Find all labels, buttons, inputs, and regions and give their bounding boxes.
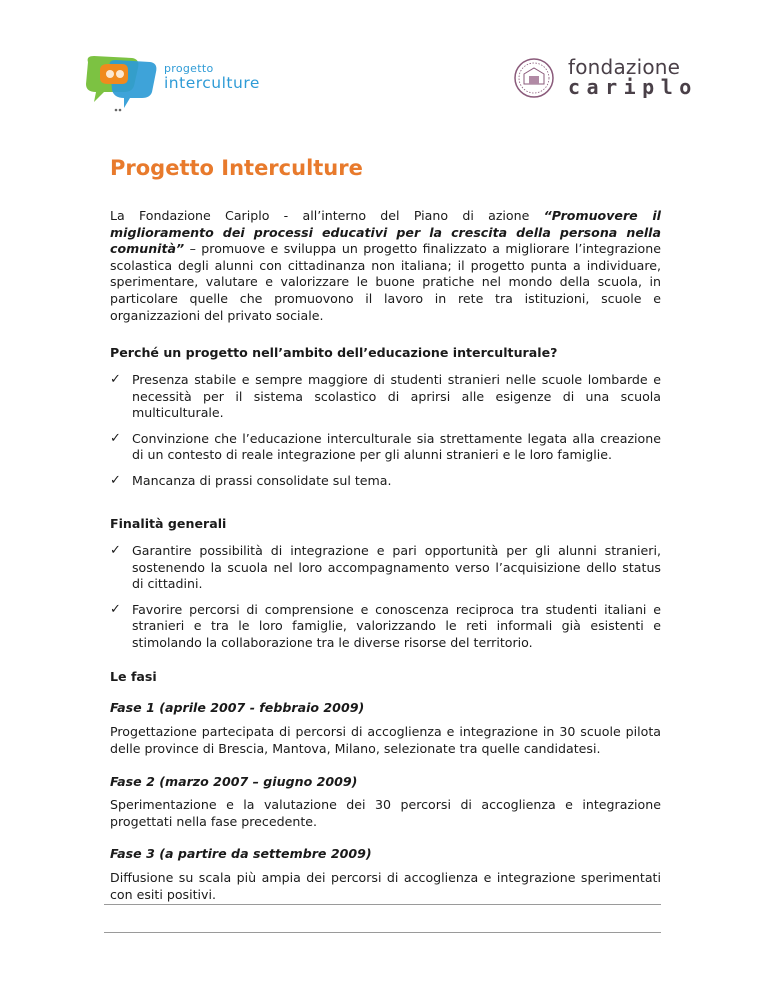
list-item-text: Convinzione che l’educazione interculturale sia strettamente legata alla creazione di un contesto di reale integrazione per gli alunni stranieri e le loro famiglie. xyxy=(132,430,661,463)
phase-3-title: Fase 3 (a partire da settembre 2009) xyxy=(110,846,372,861)
progetto-interculture-logo xyxy=(80,52,300,110)
goals-list xyxy=(110,543,661,661)
list-item xyxy=(110,473,661,490)
phase-1-text: Progettazione partecipata di percorsi di accoglienza e integrazione in 30 scuole pilota delle province di Brescia, Mantova, Milano, selezionate tra quelle candidatesi. xyxy=(110,724,661,756)
checkmark-icon: ✓ xyxy=(110,543,121,558)
checkmark-icon: ✓ xyxy=(110,430,121,446)
list-item xyxy=(110,543,661,593)
list-item-text: Favorire percorsi di comprensione e conoscenza reciproca tra studenti italiani e stranieri e tra le loro famiglie, valorizzando le reti informali già esistenti e stimolando la collaborazione tra le diverse risorse del territorio. xyxy=(132,601,661,650)
seal-icon xyxy=(510,57,562,103)
footer-divider xyxy=(104,904,661,905)
intro-quote: “Promuovere il miglioramento dei processi educativi per la crescita della persona nella comunità” xyxy=(110,208,661,257)
phase-2-title: Fase 2 (marzo 2007 – giugno 2009) xyxy=(110,774,358,789)
intro-part1: La Fondazione Cariplo - all’interno del Piano di azione xyxy=(110,208,544,223)
logo-text-fondazione: fondazione xyxy=(568,55,681,79)
checkmark-icon: ✓ xyxy=(110,601,121,617)
footer-divider xyxy=(104,932,661,933)
speech-bubbles-icon xyxy=(80,52,164,114)
section-heading-goals: Finalità generali xyxy=(110,516,227,531)
intro-paragraph xyxy=(110,208,661,324)
section-heading-phases: Le fasi xyxy=(110,669,157,684)
phase-3-text: Diffusione su scala più ampia dei percorsi di accoglienza e integrazione sperimentati con esiti positivi. xyxy=(110,870,661,902)
logo-text-cariplo: cariplo xyxy=(568,75,698,99)
phase-2-text: Sperimentazione e la valutazione dei 30 percorsi di accoglienza e integrazione progettati nella fase precedente. xyxy=(110,797,661,829)
intro-part2: – promuove e sviluppa un progetto finalizzato a migliorare l’integrazione scolastica degli alunni con cittadinanza non italiana; il progetto punta a individuare, sperimentare, valutare e valorizzare le buone pratiche nel mondo della scuola, in particolare quelle che promuovono il lavoro in rete tra istituzioni, scuole e organizzazioni del privato sociale. xyxy=(110,241,661,323)
logo-text-interculture: interculture xyxy=(164,74,260,92)
fondazione-cariplo-logo xyxy=(508,55,698,105)
logo-text-progetto: progetto xyxy=(164,62,214,75)
checkmark-icon: ✓ xyxy=(110,372,121,387)
page-title: Progetto Interculture xyxy=(110,156,363,180)
list-item xyxy=(110,431,661,464)
list-item-text: Mancanza di prassi consolidate sul tema. xyxy=(132,472,392,488)
phase-1-title: Fase 1 (aprile 2007 - febbraio 2009) xyxy=(110,700,365,715)
list-item-text: Presenza stabile e sempre maggiore di studenti stranieri nelle scuole lombarde e necessità per il sistema scolastico di aprirsi alle esigenze di una scuola multiculturale. xyxy=(132,372,661,421)
why-list xyxy=(110,372,661,499)
list-item xyxy=(110,602,661,652)
list-item-text: Garantire possibilità di integrazione e pari opportunità per gli alunni stranieri, sostenendo la scuola nel loro accompagnamento verso l’acquisizione dello status di cittadini. xyxy=(132,543,661,592)
checkmark-icon: ✓ xyxy=(110,472,121,488)
section-heading-why: Perché un progetto nell’ambito dell’educazione interculturale? xyxy=(110,345,558,360)
list-item xyxy=(110,372,661,422)
